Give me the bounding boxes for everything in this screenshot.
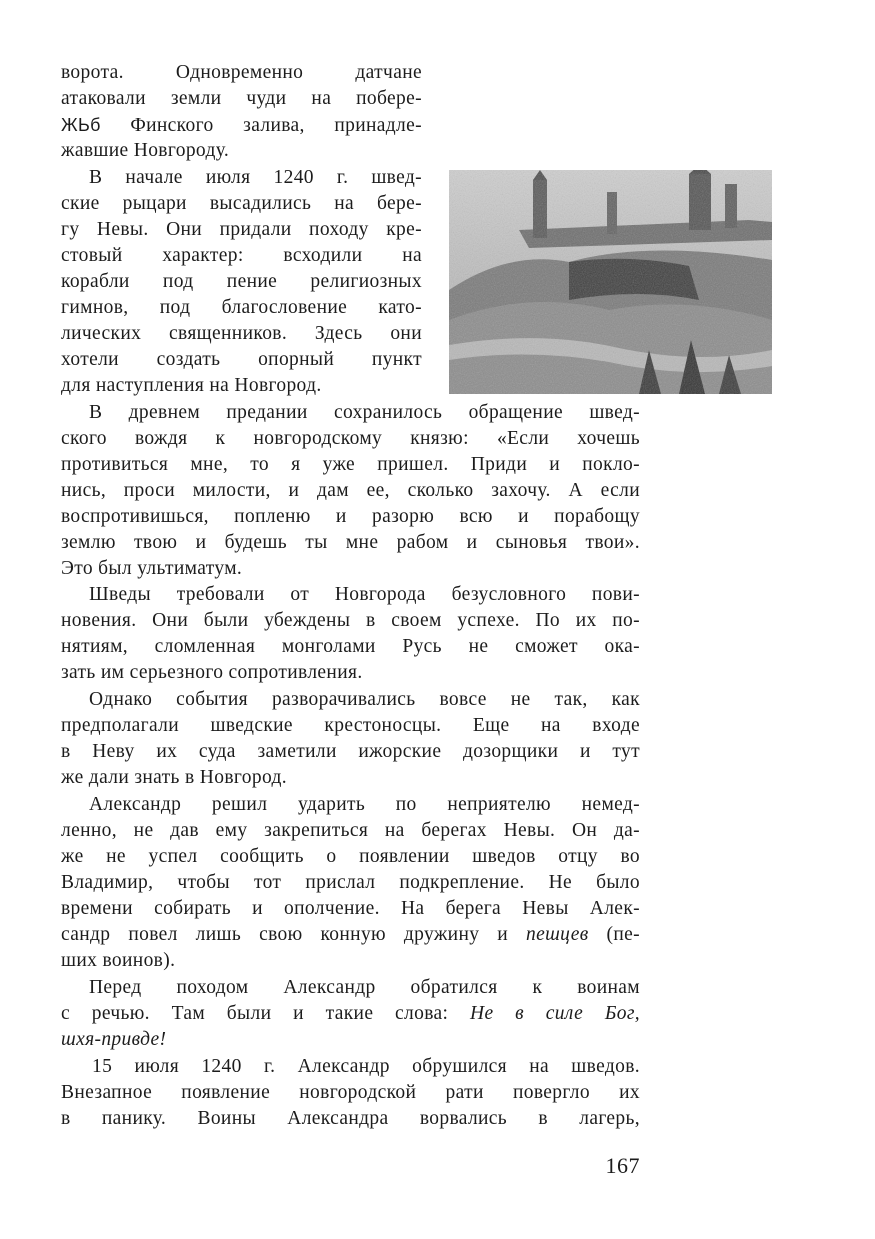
text-line: для наступления на Новгород. [61,375,322,396]
text-line: землю твою и будешь ты мне рабом и сыновья твои». [61,532,640,553]
text-fragment: ЖЬб [61,115,101,135]
text-line: жавшие Новгороду. [61,140,230,161]
text-fragment: (пе- [588,924,640,945]
text-line: воспротивишься, попленю и разорю всю и порабощу [61,506,640,527]
text-line [61,112,422,138]
text-line: времени собирать и ополчение. На берега Невы Алек- [61,898,640,919]
text-line: Александр решил ударить по неприятелю немед- [89,794,640,815]
text-line: В начале июля 1240 г. швед- [89,167,422,188]
text-line: ших воинов). [61,950,176,971]
text-line: Шведы требовали от Новгорода безусловного пови- [89,584,640,605]
text-line: Перед походом Александр обратился к воинам [89,977,640,998]
text-line: Однако события разворачивались вовсе не так, как [89,689,640,710]
text-line: гу Невы. Они придали походу кре- [61,219,422,240]
text-line: хотели создать опорный пункт [61,349,422,370]
text-line: нятиям, сломленная монголами Русь не сможет ока- [61,636,640,657]
text-line: атаковали земли чуди на побере- [61,88,422,109]
text-line: ворота. Одновременно датчане [61,62,422,83]
text-line: же дали знать в Новгород. [61,767,287,788]
text-line: ские рыцари высадились на бере- [61,193,422,214]
text-line: ского вождя к новгородскому князю: «Если хочешь [61,428,640,449]
text-line: гимнов, под благословение като- [61,297,422,318]
text-line: Владимир, чтобы тот прислал подкрепление. Не было [61,872,640,893]
text-line: нись, проси милости, и дам ее, сколько захочу. А если [61,480,640,501]
text-line: в Неву их суда заметили ижорские дозорщики и тут [61,741,640,762]
text-line: стовый характер: всходили на [61,245,422,266]
italic-term: пешцев [526,924,589,945]
text-line [61,922,640,948]
text-fragment: сандр повел лишь свою конную дружину и [61,924,526,945]
text-fragment: Финского залива, принадле- [100,115,422,136]
text-line [61,1001,640,1027]
fortress-landscape-illustration [449,170,772,394]
text-line: шхя-привде! [61,1029,167,1050]
text-line: новения. Они были убеждены в своем успехе. По их по- [61,610,640,631]
fortress-landscape-icon [449,170,772,394]
text-line: противиться мне, то я уже пришел. Приди и покло- [61,454,640,475]
text-line: В древнем предании сохранилось обращение швед- [89,402,640,423]
text-line: Внезапное появление новгородской рати повергло их [61,1082,640,1103]
text-line: корабли под пение религиозных [61,271,422,292]
text-fragment: с речью. Там были и такие слова: [61,1003,471,1024]
text-line: 15 июля 1240 г. Александр обрушился на шведов. [92,1056,640,1077]
text-line: предполагали шведские крестоносцы. Еще на входе [61,715,640,736]
text-line: ленно, не дав ему закрепиться на берегах Невы. Он да- [61,820,640,841]
text-line: лических священников. Здесь они [61,323,422,344]
text-line: Это был ультиматум. [61,558,243,579]
text-line: в панику. Воины Александра ворвались в лагерь, [61,1108,640,1129]
text-line: зать им серьезного сопротивления. [61,662,363,683]
page-number: 167 [605,1153,640,1178]
italic-quote: Не в силе Бог, [470,1003,640,1024]
text-line: же не успел сообщить о появлении шведов отцу во [61,846,640,867]
